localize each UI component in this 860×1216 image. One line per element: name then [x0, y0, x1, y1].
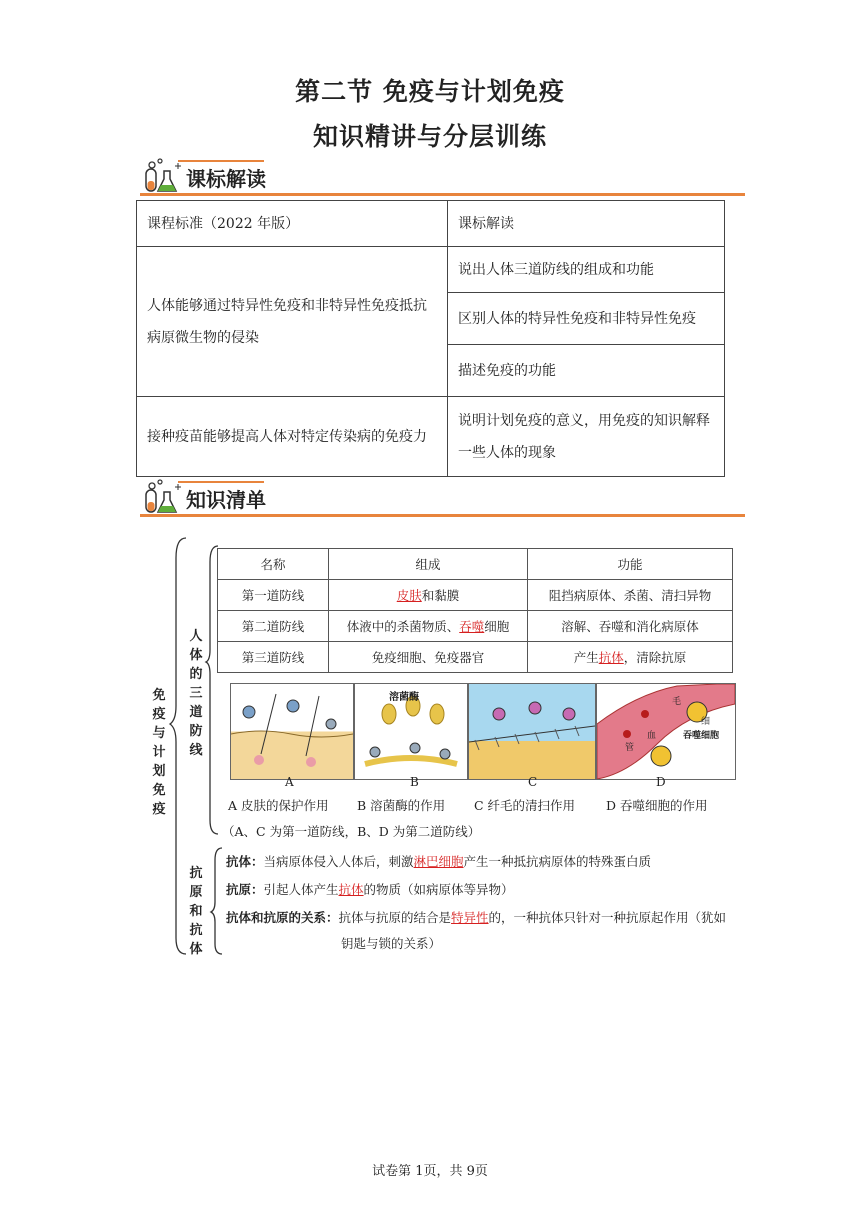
flask-icon [142, 478, 182, 516]
relation-label: 抗体和抗原的关系： [226, 910, 339, 925]
defense-comp [329, 580, 528, 611]
defense-func: 溶解、吞噬和消化病原体 [528, 611, 733, 642]
reading-cell: 说明计划免疫的意义，用免疫的知识解释一些人体的现象 [448, 397, 725, 477]
defense-func [528, 642, 733, 673]
section-divider [140, 193, 745, 196]
skin-illustration [231, 684, 353, 779]
relation-definition [226, 908, 738, 926]
key-term: 抗体 [598, 650, 624, 665]
key-term: 吞噬 [459, 619, 485, 634]
lysozyme-label: 溶菌酶 [389, 692, 419, 703]
section-label-knowledge: 知识清单 [186, 488, 266, 512]
page-footer: 试卷第 1页，共 9页 [372, 1164, 488, 1179]
defense-header-name: 名称 [218, 549, 329, 580]
caption: B 溶菌酶的作用 [357, 798, 446, 813]
phagocyte-label-guan: 管 [625, 743, 635, 753]
panel-phagocyte [596, 683, 736, 780]
panel-letter: C [528, 775, 538, 789]
standards-table [136, 200, 725, 477]
phagocyte-label-xi: 细 [701, 717, 711, 727]
reading-cell: 说出人体三道防线的组成和功能 [448, 247, 725, 293]
defense-comp: 免疫细胞、免疫器官 [329, 642, 528, 673]
defense-comp-text: 细胞 [484, 619, 510, 634]
phagocyte-label: 吞噬细胞 [683, 731, 720, 741]
panel-letter: D [656, 775, 666, 789]
panel-letter: A [285, 775, 294, 789]
antibody-label: 抗体： [226, 854, 264, 869]
defense-comp-text: 体液中的杀菌物质、 [346, 619, 460, 634]
flask-icon [142, 157, 182, 195]
panel-skin [230, 683, 354, 780]
defense-name: 第三道防线 [218, 642, 329, 673]
defense-func-text: ，清除抗原 [623, 650, 687, 665]
relation-text: 的，一种抗体只针对一种抗原起作用（犹如 [488, 910, 727, 925]
key-term: 特异性 [451, 910, 489, 925]
table-header-standard: 课程标准（2022 年版） [137, 201, 448, 247]
section-topline [178, 160, 264, 162]
panel-lysozyme [354, 683, 468, 780]
panel-letter: B [410, 775, 419, 789]
section-divider [140, 514, 745, 517]
panel-cilia [468, 683, 596, 780]
standard-cell-2: 接种疫苗能够提高人体对特定传染病的免疫力 [137, 397, 448, 477]
key-term: 淋巴细胞 [413, 854, 464, 869]
branch-label-antigen: 抗原和抗体 [189, 866, 203, 957]
section-topline [178, 481, 264, 483]
antigen-text: 的物质（如病原体等异物） [363, 882, 514, 897]
defense-note: （A、C 为第一道防线，B、D 为第二道防线） [222, 824, 481, 839]
defense-func-text: 产生 [573, 650, 599, 665]
antibody-text: 产生一种抵抗病原体的特殊蛋白质 [463, 854, 652, 869]
caption: A 皮肤的保护作用 [228, 798, 329, 813]
phagocyte-label-xue: 血 [647, 731, 657, 741]
defense-name: 第二道防线 [218, 611, 329, 642]
defense-comp-text: 和黏膜 [421, 588, 460, 603]
caption: D 吞噬细胞的作用 [606, 798, 708, 813]
defense-table [217, 548, 733, 673]
defense-name: 第一道防线 [218, 580, 329, 611]
antibody-definition [226, 852, 651, 870]
caption: C 纤毛的清扫作用 [474, 798, 576, 813]
antibody-text: 当病原体侵入人体后，刺激 [263, 854, 414, 869]
key-term: 皮肤 [396, 588, 422, 603]
defense-func: 阻挡病原体、杀菌、清扫异物 [528, 580, 733, 611]
reading-cell: 描述免疫的功能 [448, 345, 725, 397]
page-title: 第二节 免疫与计划免疫 [295, 77, 565, 106]
defense-header-comp: 组成 [329, 549, 528, 580]
key-term: 抗体 [338, 882, 364, 897]
defense-header-func: 功能 [528, 549, 733, 580]
relation-text: 抗体与抗原的结合是 [338, 910, 452, 925]
standard-cell-1: 人体能够通过特异性免疫和非特异性免疫抵抗病原微生物的侵染 [137, 247, 448, 397]
cilia-illustration [469, 684, 595, 779]
page-subtitle: 知识精讲与分层训练 [312, 122, 547, 151]
phagocyte-label-mao: 毛 [672, 697, 682, 707]
section-label-standards: 课标解读 [186, 167, 266, 191]
antigen-text: 引起人体产生 [263, 882, 339, 897]
table-header-reading: 课标解读 [448, 201, 725, 247]
root-label: 免疫与计划免疫 [152, 688, 166, 817]
branch-label-defense: 人体的三道防线 [189, 629, 203, 758]
antigen-definition [226, 880, 514, 898]
reading-cell: 区别人体的特异性免疫和非特异性免疫 [448, 293, 725, 345]
relation-continuation: 钥匙与锁的关系） [341, 936, 442, 951]
defense-comp [329, 611, 528, 642]
antigen-label: 抗原： [226, 882, 264, 897]
